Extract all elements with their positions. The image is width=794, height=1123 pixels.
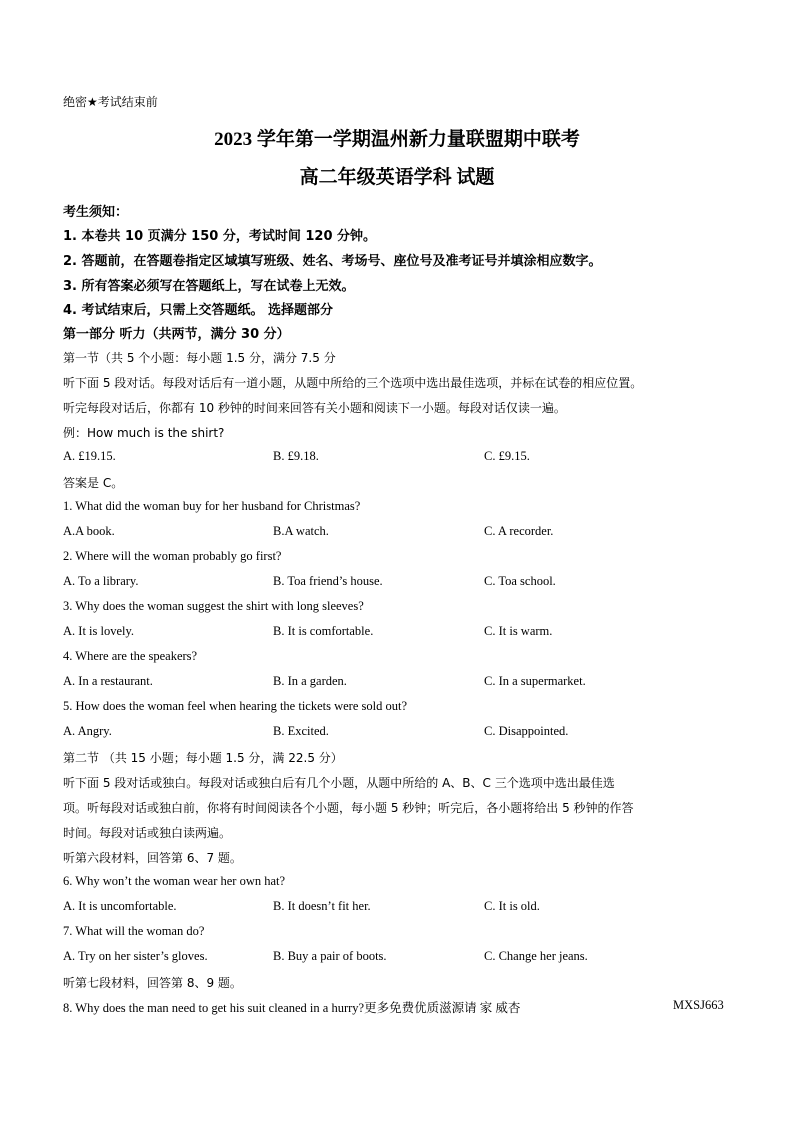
question-2-option-b: B. Toa friend’s house. xyxy=(273,574,383,588)
example-answer: 答案是 C。 xyxy=(63,476,124,490)
section1-instructions: 听完每段对话后，你都有 10 秒钟的时间来回答有关小题和阅读下一小题。每段对话仅读一遍。 xyxy=(63,401,566,415)
notice-item: 2. 答题前，在答题卷指定区域填写班级、姓名、考场号、座位号及准考证号并填涂相应数字。 xyxy=(63,254,602,269)
question-2: 2. Where will the woman probably go first? xyxy=(63,549,282,563)
exam-subtitle: 高二年级英语学科 试题 xyxy=(299,167,495,188)
notice-item: 1. 本卷共 10 页满分 150 分，考试时间 120 分钟。 xyxy=(63,229,377,244)
exam-title: 2023 学年第一学期温州新力量联盟期中联考 xyxy=(214,129,580,150)
passage-6-intro: 听第六段材料，回答第 6、7 题。 xyxy=(63,851,242,865)
example-option-a: A. £19.15. xyxy=(63,449,116,463)
question-6-option-a: A. It is uncomfortable. xyxy=(63,899,177,913)
question-4-option-a: A. In a restaurant. xyxy=(63,674,153,688)
question-3-option-b: B. It is comfortable. xyxy=(273,624,374,638)
question-6-option-c: C. It is old. xyxy=(484,899,540,913)
question-5: 5. How does the woman feel when hearing the tickets were sold out? xyxy=(63,699,407,713)
question-1-option-b: B.A watch. xyxy=(273,524,329,538)
section2-heading: 第二节 （共 15 小题；每小题 1.5 分，满 22.5 分） xyxy=(63,751,343,765)
confidential-label: 绝密★考试结束前 xyxy=(63,95,158,109)
question-3: 3. Why does the woman suggest the shirt with long sleeves? xyxy=(63,599,364,613)
question-1: 1. What did the woman buy for her husband for Christmas? xyxy=(63,499,361,513)
question-2-option-c: C. Toa school. xyxy=(484,574,556,588)
question-4: 4. Where are the speakers? xyxy=(63,649,198,663)
question-8: 8. Why does the man need to get his suit cleaned in a hurry?更多免费优质滋源请 家 威杏 xyxy=(63,1001,521,1015)
section2-instructions: 项。听每段对话或独白前，你将有时间阅读各个小题，每小题 5 秒钟；听完后，各小题将给出 5 秒钟的作答 xyxy=(63,801,634,815)
question-1-option-c: C. A recorder. xyxy=(484,524,554,538)
question-6-option-b: B. It doesn’t fit her. xyxy=(273,899,371,913)
part1-heading: 第一部分 听力（共两节，满分 30 分） xyxy=(63,327,290,342)
section2-instructions: 听下面 5 段对话或独白。每段对话或独白后有几个小题，从题中所给的 A、B、C 三个选项中选出最佳选 xyxy=(63,776,615,790)
notice-heading: 考生须知： xyxy=(63,205,129,220)
example-option-b: B. £9.18. xyxy=(273,449,319,463)
question-4-option-b: B. In a garden. xyxy=(273,674,347,688)
watermark-code: MXSJ663 xyxy=(673,998,724,1012)
question-7-option-b: B. Buy a pair of boots. xyxy=(273,949,387,963)
question-7-option-a: A. Try on her sister’s gloves. xyxy=(63,949,208,963)
question-7: 7. What will the woman do? xyxy=(63,924,205,938)
notice-item: 4. 考试结束后，只需上交答题纸。 选择题部分 xyxy=(63,303,334,318)
question-5-option-a: A. Angry. xyxy=(63,724,112,738)
example-option-c: C. £9.15. xyxy=(484,449,530,463)
section2-instructions: 时间。每段对话或独白读两遍。 xyxy=(63,826,232,840)
notice-item: 3. 所有答案必须写在答题纸上，写在试卷上无效。 xyxy=(63,279,355,294)
question-2-option-a: A. To a library. xyxy=(63,574,139,588)
passage-7-intro: 听第七段材料，回答第 8、9 题。 xyxy=(63,976,242,990)
question-3-option-c: C. It is warm. xyxy=(484,624,553,638)
example-question: 例：How much is the shirt? xyxy=(63,426,225,440)
question-7-option-c: C. Change her jeans. xyxy=(484,949,588,963)
question-4-option-c: C. In a supermarket. xyxy=(484,674,586,688)
section1-instructions: 听下面 5 段对话。每段对话后有一道小题，从题中所给的三个选项中选出最佳选项，并标在试卷的相应位置。 xyxy=(63,376,643,390)
question-5-option-b: B. Excited. xyxy=(273,724,329,738)
question-6: 6. Why won’t the woman wear her own hat? xyxy=(63,874,286,888)
question-1-option-a: A.A book. xyxy=(63,524,115,538)
question-3-option-a: A. It is lovely. xyxy=(63,624,135,638)
section1-heading: 第一节（共 5 个小题：每小题 1.5 分，满分 7.5 分 xyxy=(63,351,336,365)
question-5-option-c: C. Disappointed. xyxy=(484,724,569,738)
